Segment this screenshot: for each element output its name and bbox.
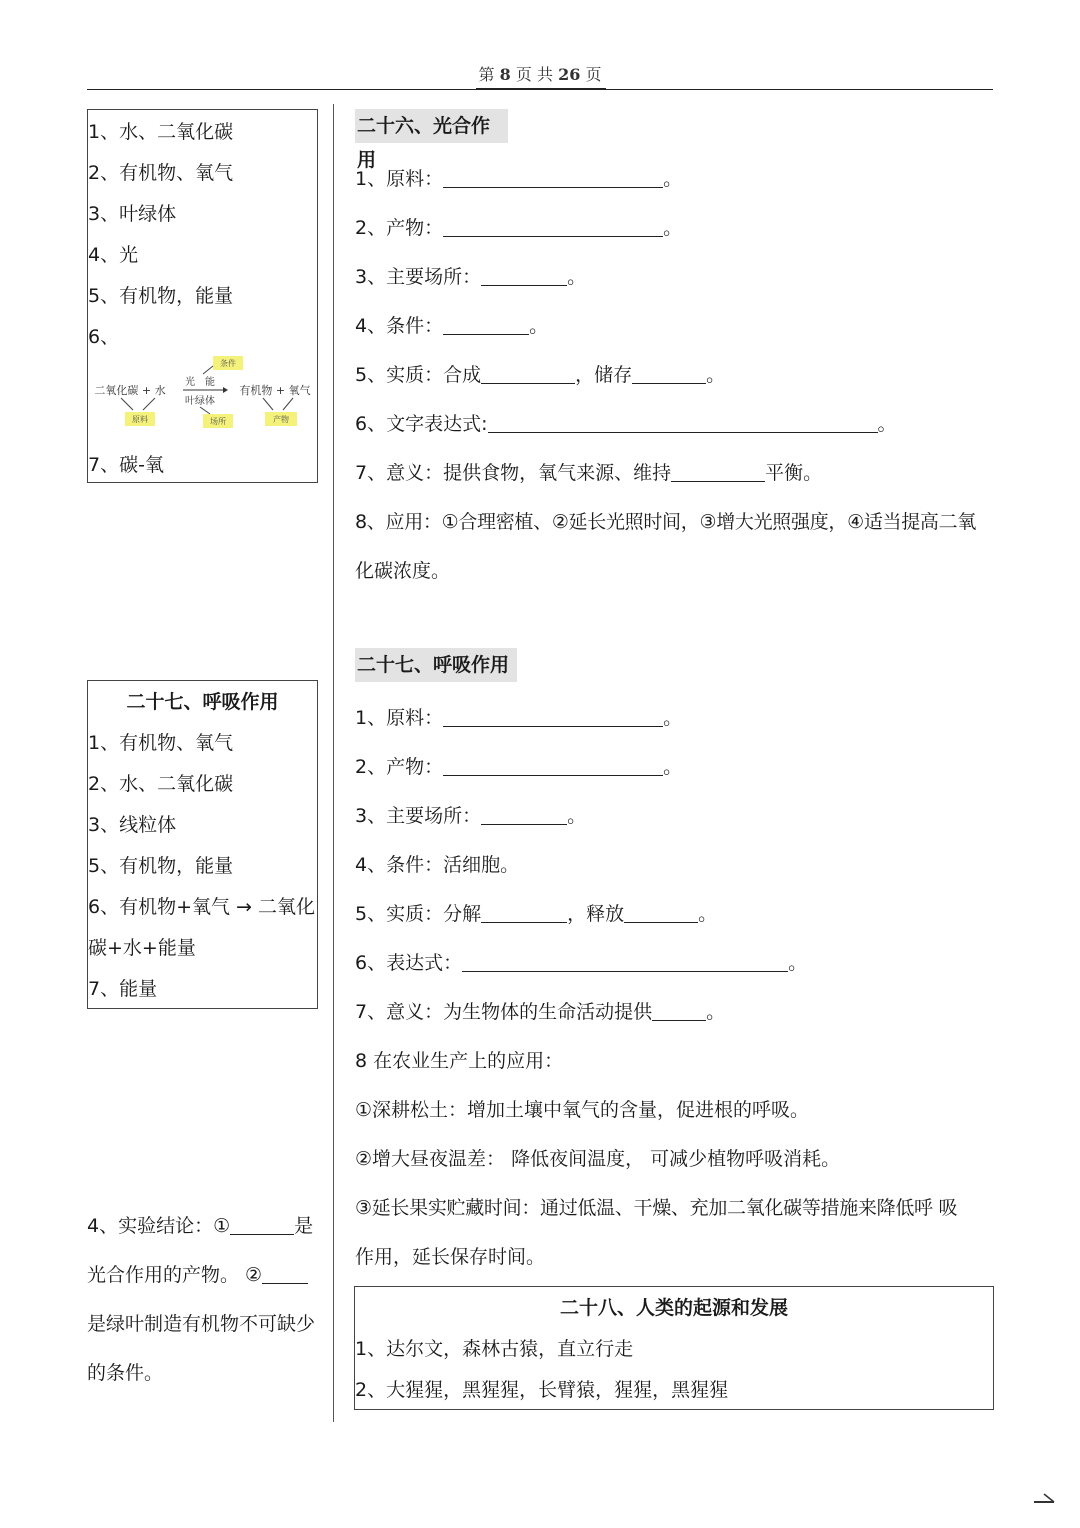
material-arrow-1 bbox=[121, 398, 133, 410]
answer-box-title: 二十八、人类的起源和发展 bbox=[559, 1297, 788, 1319]
question-expression bbox=[355, 948, 807, 975]
product-arrow-1 bbox=[263, 398, 273, 410]
fill-blank[interactable] bbox=[462, 953, 788, 972]
answer-line: 3、叶绿体 bbox=[88, 203, 177, 225]
text: 4、条件： bbox=[355, 315, 444, 337]
material-arrow-2 bbox=[143, 398, 155, 410]
answer-line: 4、光 bbox=[88, 244, 139, 266]
fill-blank[interactable] bbox=[671, 463, 765, 482]
question-significance bbox=[355, 458, 822, 485]
question-products bbox=[355, 752, 682, 779]
answer-line: 1、有机物、氧气 bbox=[88, 732, 234, 754]
header-text: 页 bbox=[585, 65, 602, 84]
text: 光合作用的产物。 ② bbox=[87, 1264, 263, 1286]
page-number-header bbox=[0, 62, 1080, 85]
application-item: ③延长果实贮藏时间：通过低温、干燥、充加二氧化碳等措施来降低呼 吸 bbox=[355, 1197, 958, 1219]
question-main-site bbox=[355, 801, 586, 828]
text: 1、原料： bbox=[355, 707, 444, 729]
application-item: ①深耕松土：增加土壤中氧气的含量，促进根的呼吸。 bbox=[355, 1099, 810, 1121]
text: 平衡。 bbox=[765, 462, 823, 484]
reaction-arrow-head bbox=[223, 387, 228, 393]
products-label: 有机物 + 氧气 bbox=[239, 384, 311, 397]
question-raw-materials bbox=[355, 164, 682, 191]
column-divider bbox=[333, 104, 334, 1422]
place-tag: 场所 bbox=[210, 417, 226, 426]
experiment-conclusion-line: 是绿叶制造有机物不可缺少 bbox=[87, 1313, 316, 1335]
reactants-label: 二氧化碳 + 水 bbox=[94, 384, 166, 397]
answer-line: 碳+水+能量 bbox=[88, 937, 196, 959]
text: 6、表达式： bbox=[355, 952, 463, 974]
fill-blank[interactable] bbox=[481, 806, 567, 825]
text: 。 bbox=[529, 315, 549, 337]
place-arrow bbox=[200, 407, 210, 414]
text: 是 bbox=[294, 1215, 314, 1237]
chloroplast-label: 叶绿体 bbox=[185, 396, 215, 407]
experiment-conclusion-line bbox=[87, 1260, 308, 1287]
text: 1、原料： bbox=[355, 168, 444, 190]
text: 。 bbox=[567, 266, 587, 288]
header-text: 共 bbox=[536, 65, 553, 84]
question-word-equation bbox=[355, 409, 897, 436]
text: 。 bbox=[698, 903, 718, 925]
section-title-photosynthesis: 二十六、光合作用 bbox=[355, 109, 508, 143]
text: 4、实验结论：① bbox=[87, 1215, 231, 1237]
text: 3、主要场所： bbox=[355, 266, 482, 288]
answer-line: 6、 bbox=[88, 326, 120, 348]
corner-icon-svg bbox=[1030, 1480, 1060, 1510]
answer-line: 2、水、二氧化碳 bbox=[88, 773, 234, 795]
text: 6、文字表达式: bbox=[355, 413, 488, 435]
question-agriculture-application: 8 在农业生产上的应用： bbox=[355, 1050, 564, 1072]
product-arrow-2 bbox=[283, 398, 293, 410]
answer-line: 5、有机物，能量 bbox=[88, 855, 234, 877]
material-tag: 原料 bbox=[132, 415, 148, 424]
fill-blank[interactable] bbox=[443, 757, 663, 776]
question-application: 8、应用：①合理密植、②延长光照时间，③增大光照强度，④适当提高二氧 bbox=[355, 511, 977, 533]
application-item-cont: 作用，延长保存时间。 bbox=[355, 1246, 546, 1268]
question-main-site bbox=[355, 262, 586, 289]
question-significance bbox=[355, 997, 725, 1024]
text: 5、实质：合成 bbox=[355, 364, 482, 386]
fill-blank[interactable] bbox=[443, 708, 663, 727]
text: 7、意义：为生物体的生命活动提供 bbox=[355, 1001, 653, 1023]
fill-blank[interactable] bbox=[443, 316, 529, 335]
text: 。 bbox=[706, 364, 726, 386]
question-application-cont: 化碳浓度。 bbox=[355, 560, 451, 582]
text: 3、主要场所： bbox=[355, 805, 482, 827]
light-energy-label: 光 能 bbox=[185, 377, 215, 388]
answer-line: 7、能量 bbox=[88, 978, 158, 1000]
answer-line: 6、有机物+氧气 → 二氧化 bbox=[88, 896, 316, 918]
fill-blank[interactable] bbox=[632, 365, 706, 384]
answer-line: 3、线粒体 bbox=[88, 814, 177, 836]
text: 。 bbox=[788, 952, 808, 974]
header-rule bbox=[87, 89, 993, 90]
text: 2、产物： bbox=[355, 217, 444, 239]
fill-blank[interactable] bbox=[488, 414, 878, 433]
condition-arrow bbox=[203, 366, 213, 374]
question-essence bbox=[355, 360, 725, 387]
condition-tag: 条件 bbox=[220, 359, 236, 368]
text: 2、产物： bbox=[355, 756, 444, 778]
text: 。 bbox=[663, 168, 683, 190]
text: 。 bbox=[706, 1001, 726, 1023]
total-page-number: 26 bbox=[558, 65, 581, 84]
fill-blank[interactable] bbox=[230, 1216, 294, 1235]
section-title-respiration: 二十七、呼吸作用 bbox=[355, 648, 517, 682]
text: 。 bbox=[663, 217, 683, 239]
experiment-conclusion-line bbox=[87, 1211, 313, 1238]
fill-blank[interactable] bbox=[481, 904, 567, 923]
text: 5、实质：分解 bbox=[355, 903, 482, 925]
header-text: 页 bbox=[515, 65, 532, 84]
answer-line: 2、大猩猩，黑猩猩，长臂猿，猩猩，黑猩猩 bbox=[355, 1379, 729, 1401]
question-products bbox=[355, 213, 682, 240]
text: 。 bbox=[567, 805, 587, 827]
text: 。 bbox=[663, 756, 683, 778]
fill-blank[interactable] bbox=[652, 1002, 706, 1021]
text: 。 bbox=[877, 413, 897, 435]
photosynthesis-equation-diagram bbox=[93, 352, 315, 438]
header-text: 第 bbox=[478, 65, 495, 84]
fill-blank[interactable] bbox=[624, 904, 698, 923]
text: ，释放 bbox=[567, 903, 625, 925]
fill-blank[interactable] bbox=[262, 1265, 308, 1284]
application-item: ②增大昼夜温差： 降低夜间温度， 可减少植物呼吸消耗。 bbox=[355, 1148, 841, 1170]
current-page-number: 8 bbox=[499, 65, 511, 84]
fill-blank[interactable] bbox=[443, 169, 663, 188]
answer-line: 1、达尔文，森林古猿，直立行走 bbox=[355, 1338, 634, 1360]
text: 7、意义：提供食物，氧气来源、维持 bbox=[355, 462, 672, 484]
diagram-svg bbox=[93, 352, 315, 438]
answer-box-respiration bbox=[87, 680, 318, 1009]
question-essence bbox=[355, 899, 717, 926]
corner-watermark-icon bbox=[1030, 1480, 1060, 1510]
fill-blank[interactable] bbox=[481, 365, 575, 384]
fill-blank[interactable] bbox=[443, 218, 663, 237]
question-condition: 4、条件：活细胞。 bbox=[355, 854, 520, 876]
question-raw-materials bbox=[355, 703, 682, 730]
answer-line: 2、有机物、氧气 bbox=[88, 162, 234, 184]
experiment-conclusion-line: 的条件。 bbox=[87, 1362, 164, 1384]
answer-line: 1、水、二氧化碳 bbox=[88, 121, 234, 143]
answer-box-title: 二十七、呼吸作用 bbox=[126, 691, 279, 713]
answer-line: 5、有机物，能量 bbox=[88, 285, 234, 307]
answer-box-human-origin bbox=[354, 1286, 994, 1410]
answer-line: 7、碳-氧 bbox=[88, 454, 164, 476]
product-tag: 产物 bbox=[273, 415, 289, 424]
fill-blank[interactable] bbox=[481, 267, 567, 286]
text: ，储存 bbox=[575, 364, 633, 386]
question-condition bbox=[355, 311, 548, 338]
text: 。 bbox=[663, 707, 683, 729]
